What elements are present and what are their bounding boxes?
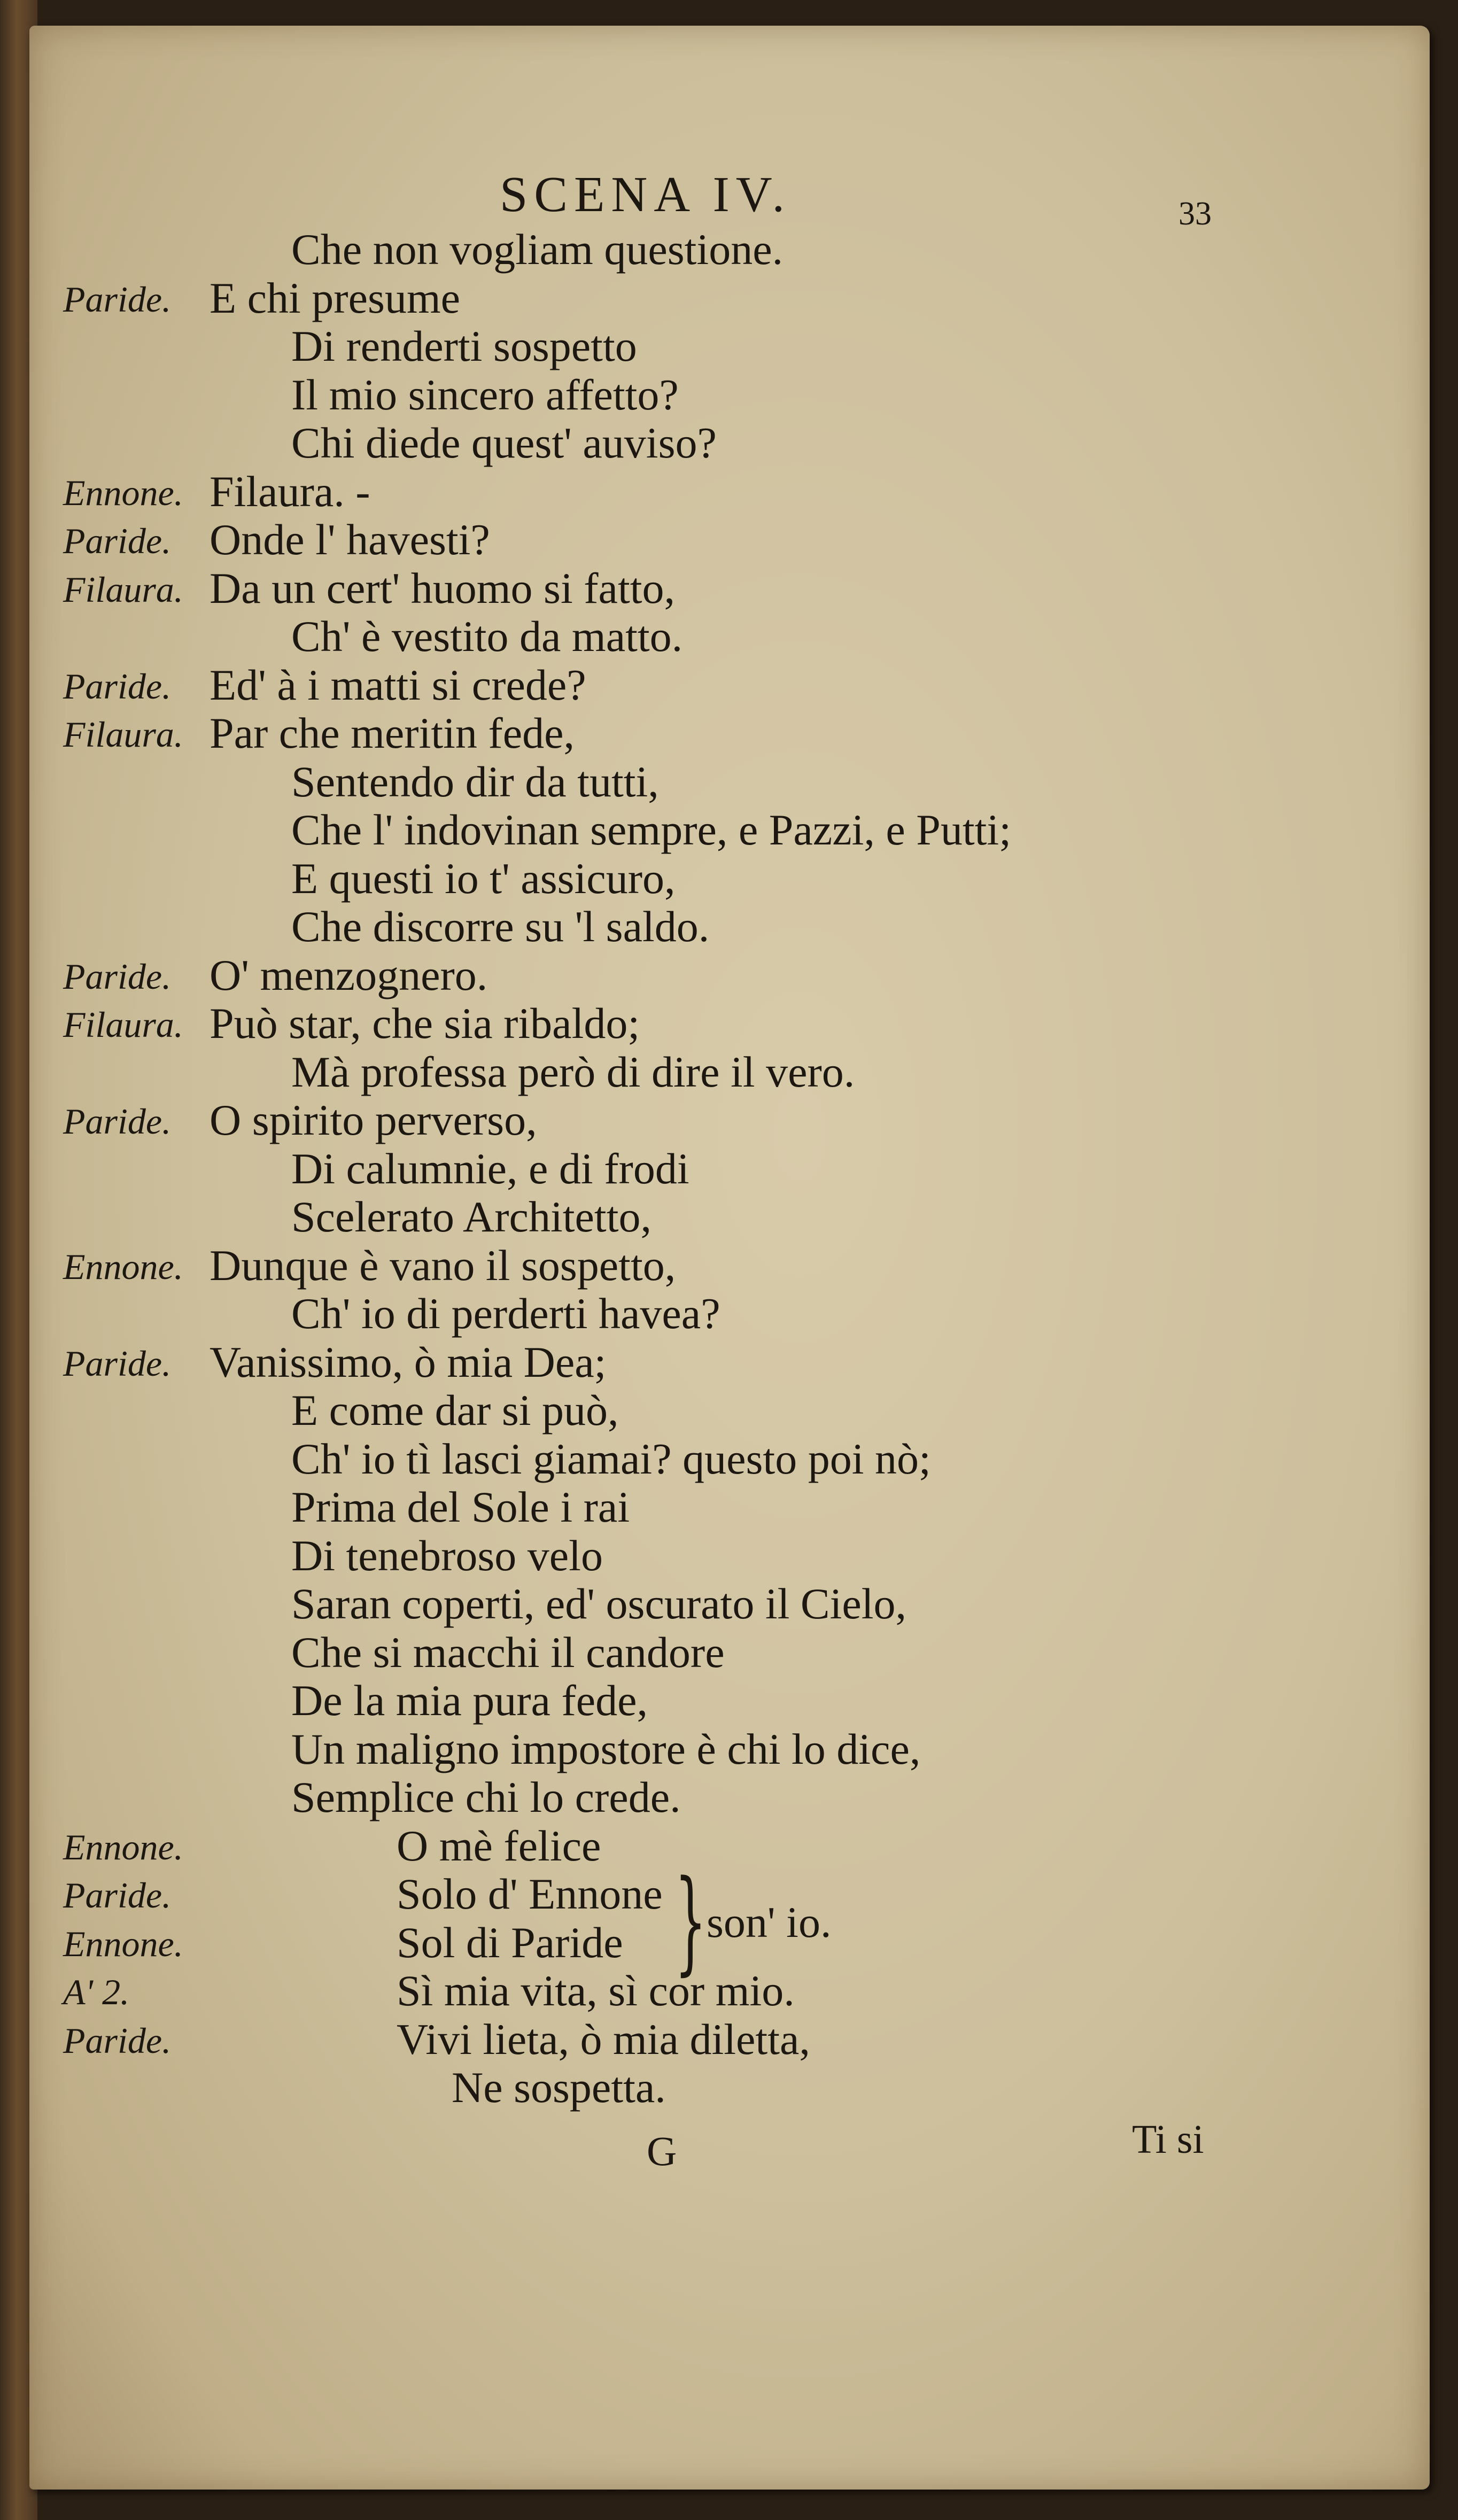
verse-line: Semplice chi lo crede. — [291, 1773, 681, 1821]
verse-line: Ch' io di perderti havea? — [291, 1289, 720, 1338]
verse-line: Solo d' Ennone — [397, 1870, 663, 1918]
verse-line: Ch' io tì lasci giamai? questo poi nò; — [291, 1434, 931, 1483]
verse-line: Di calumnie, e di frodi — [291, 1144, 689, 1193]
speaker-label: Ennone. — [63, 1246, 183, 1287]
speaker-label: Paride. — [63, 1343, 172, 1384]
verse-line: Saran coperti, ed' oscurato il Cielo, — [291, 1579, 907, 1628]
speaker-label: Paride. — [63, 956, 172, 997]
speaker-label: Paride. — [63, 521, 172, 561]
verse-line: Può star, che sia ribaldo; — [210, 999, 640, 1048]
verse-line: Sentendo dir da tutti, — [291, 757, 659, 806]
signature-mark: G — [647, 2128, 677, 2174]
verse-line: E come dar si può, — [291, 1386, 619, 1435]
verse-line: De la mia pura fede, — [291, 1676, 648, 1725]
verse-line: Che discorre su 'l saldo. — [291, 902, 710, 951]
verse-line: Ch' è vestito da matto. — [291, 612, 683, 661]
speaker-label: Paride. — [63, 278, 172, 320]
verse-line: Ed' à i matti si crede? — [210, 660, 586, 709]
page-number: 33 — [1178, 196, 1212, 232]
verse-line: Il mio sincero affetto? — [291, 370, 679, 419]
speaker-label: Ennone. — [63, 1826, 183, 1867]
speaker-label: Paride. — [63, 1101, 172, 1142]
verse-line: Di renderti sospetto — [291, 322, 637, 370]
verse-line: Onde l' havesti? — [210, 515, 490, 564]
verse-line: Dunque è vano il sospetto, — [210, 1240, 676, 1290]
verse-line: Che si macchi il candore — [291, 1627, 725, 1677]
verse-line: Che non vogliam questione. — [291, 225, 784, 274]
verse-line: Vivi lieta, ò mia diletta, — [397, 2014, 810, 2064]
speaker-label: Paride. — [63, 2020, 172, 2061]
speaker-label: A' 2. — [63, 1972, 130, 2012]
brace-text: son' io. — [707, 1898, 832, 1947]
verse-line: E chi presume — [210, 273, 461, 322]
verse-line: Sol di Paride — [397, 1918, 623, 1967]
verse-line: O' menzognero. — [210, 950, 488, 999]
verse-line: Sì mia vita, sì cor mio. — [397, 1966, 795, 2015]
verse-line: Chi diede quest' auviso? — [291, 418, 717, 467]
verse-line: O mè felice — [397, 1821, 601, 1870]
verse-line: Par che meritin fede, — [210, 709, 575, 757]
verse-line: Da un cert' huomo si fatto, — [210, 563, 676, 612]
verse-line: O spirito perverso, — [210, 1096, 537, 1144]
verse-line: Di tenebroso velo — [291, 1531, 603, 1580]
verse-line: Che l' indovinan sempre, e Pazzi, e Putti; — [291, 805, 1011, 854]
speaker-label: Filaura. — [63, 1004, 183, 1045]
verse-line: Filaura. - — [210, 467, 370, 516]
verse-line: E questi io t' assicuro, — [291, 854, 676, 903]
speaker-label: Filaura. — [63, 569, 183, 610]
verse-line: Prima del Sole i rai — [291, 1483, 630, 1531]
verse-line: Vanissimo, ò mia Dea; — [210, 1337, 607, 1386]
scene-header: SCENA IV. — [500, 167, 792, 222]
verse-line: Mà professa però di dire il vero. — [291, 1047, 855, 1096]
catchword: Ti si — [1132, 2117, 1204, 2162]
speaker-label: Paride. — [63, 1875, 172, 1916]
brace-glyph: } — [674, 1856, 707, 1987]
speaker-label: Filaura. — [63, 714, 183, 755]
verse-line: Scelerato Architetto, — [291, 1192, 652, 1241]
speaker-label: Ennone. — [63, 472, 183, 513]
speaker-label: Ennone. — [63, 1923, 183, 1964]
verse-line: Ne sospetta. — [452, 2063, 666, 2112]
speaker-label: Paride. — [63, 665, 172, 707]
verse-line: Un maligno impostore è chi lo dice, — [291, 1724, 921, 1773]
